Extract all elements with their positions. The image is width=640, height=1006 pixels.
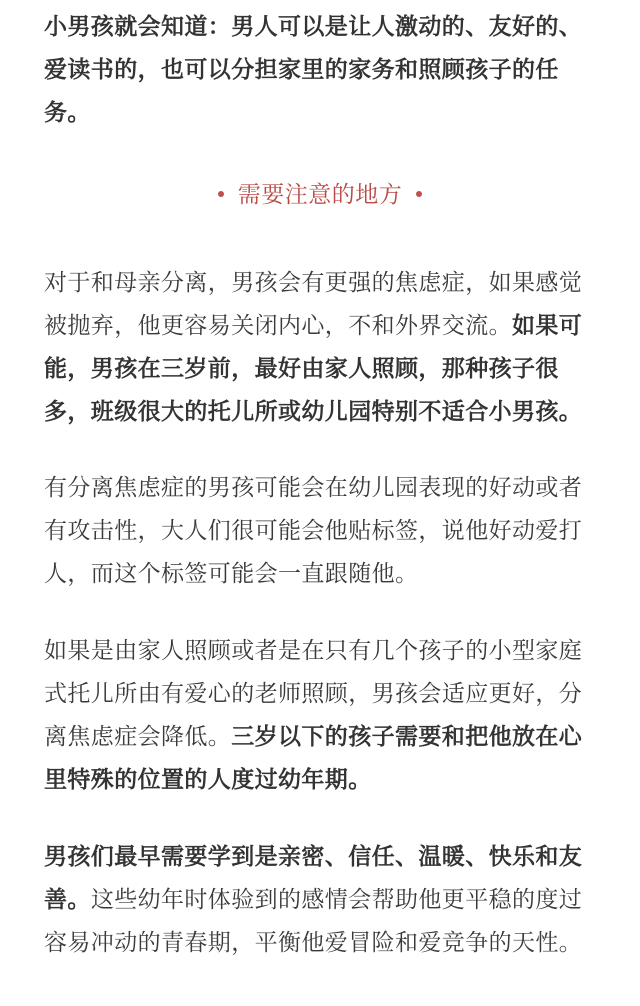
intro-text: 小男孩就会知道：男人可以是让人激动的、友好的、爱读书的，也可以分担家里的家务和照顾孩子的任务。 bbox=[44, 14, 583, 126]
paragraph-text: 这些幼年时体验到的感情会帮助他更平稳的度过容易冲动的青春期，平衡他爱冒险和爱竞争的天性。 bbox=[44, 887, 583, 956]
paragraph-family-care bbox=[44, 630, 604, 802]
paragraph-text: 如果是由家人照顾或者是在只有几个孩子的小型家庭式托儿所由有爱心的老师照顾，男孩会适应更好，分离焦虑症会降低。 bbox=[44, 638, 583, 750]
paragraph-emphasis: 如果可能，男孩在三岁前，最好由家人照顾，那种孩子很多，班级很大的托儿所或幼儿园特别不适合小男孩。 bbox=[44, 313, 583, 425]
section-heading bbox=[0, 178, 640, 212]
paragraph-emphasis: 男孩们最早需要学到是亲密、信任、温暖、快乐和友善。 bbox=[44, 844, 583, 913]
bullet-dot-icon bbox=[218, 191, 224, 197]
paragraph-labeling bbox=[44, 467, 604, 596]
paragraph-separation bbox=[44, 262, 604, 434]
intro-paragraph bbox=[44, 6, 604, 135]
paragraph-early-learning bbox=[44, 836, 604, 965]
bullet-dot-icon bbox=[416, 191, 422, 197]
paragraph-text: 对于和母亲分离，男孩会有更强的焦虑症，如果感觉被抛弃，他更容易关闭内心，不和外界交流。 bbox=[44, 270, 583, 339]
paragraph-emphasis: 三岁以下的孩子需要和把他放在心里特殊的位置的人度过幼年期。 bbox=[44, 724, 583, 793]
section-heading-text: 需要注意的地方 bbox=[237, 182, 403, 208]
paragraph-text: 有分离焦虑症的男孩可能会在幼儿园表现的好动或者有攻击性，大人们很可能会他贴标签，说他好动爱打人，而这个标签可能会一直跟随他。 bbox=[44, 475, 583, 587]
